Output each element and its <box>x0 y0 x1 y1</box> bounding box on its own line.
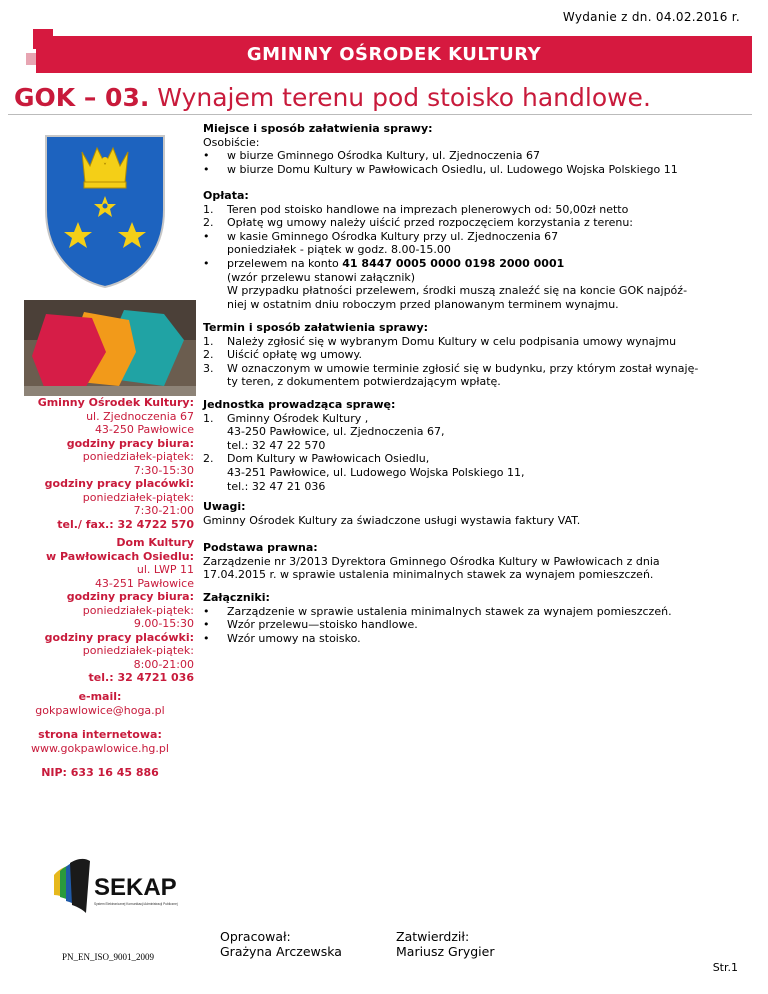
sekap-logo-text: SEKAP <box>94 874 177 901</box>
building-photo <box>24 300 196 396</box>
legal-text-line: Zarządzenie nr 3/2013 Dyrektora Gminnego Ośrodka Kultury w Pawłowicach z dnia <box>203 554 660 568</box>
gok-venue-label: godziny pracy placówki: <box>44 477 194 490</box>
approved-name: Mariusz Grygier <box>396 944 495 959</box>
edition-date: Wydanie z dn. 04.02.2016 r. <box>562 10 740 24</box>
prepared-by <box>220 929 342 959</box>
notes-text: Gminny Ośrodek Kultury za świadczone usługi wystawia faktury VAT. <box>203 513 581 527</box>
section-procedure <box>203 321 733 389</box>
list-item: 1. Należy zgłosić się w wybranym Domu Kultury w celu podpisania umowy wynajmu <box>203 334 677 348</box>
gok-office-label: godziny pracy biura: <box>66 436 194 450</box>
www-label: strona internetowa: <box>38 728 162 741</box>
section-heading: Załączniki: <box>203 591 270 604</box>
dk-venue-label: godziny pracy placówki: <box>44 630 194 644</box>
approved-by <box>396 929 495 959</box>
gok-venue-hours: 7:30-21:00 <box>133 504 194 517</box>
section-heading: Podstawa prawna: <box>203 541 318 554</box>
dk-phone: tel.: 32 4721 036 <box>88 671 194 684</box>
section-legal <box>203 541 731 582</box>
dk-venue-days: poniedziałek-piątek: <box>82 644 194 657</box>
sekap-logo-subtext: System Elektronicznej Komunikacji Administracji Publicznej <box>94 902 178 906</box>
gok-city: 43-250 Pawłowice <box>94 423 194 436</box>
www-block <box>0 728 200 756</box>
gok-venue-days: poniedziałek-piątek: <box>82 490 194 504</box>
page-number: Str.1 <box>712 961 738 974</box>
section-heading: Miejsce i sposób załatwienia sprawy: <box>203 122 433 135</box>
email-link[interactable]: gokpawlowice@hoga.pl <box>35 704 165 717</box>
dk-office-hours: 9.00-15:30 <box>133 617 194 630</box>
section-heading: Opłata: <box>203 189 249 202</box>
list-item: 2. Uiścić opłatę wg umowy. <box>203 348 362 362</box>
list-item-continuation: 43-250 Pawłowice, ul. Zjednoczenia 67, <box>227 425 445 439</box>
gok-street: ul. Zjednoczenia 67 <box>86 409 194 423</box>
nip: NIP: 633 16 45 886 <box>41 766 159 779</box>
email-block <box>0 690 200 718</box>
gok-office-days: poniedziałek-piątek: <box>82 450 194 463</box>
list-item: 1. Teren pod stoisko handlowe na imprezach plenerowych od: 50,00zł netto <box>203 202 629 216</box>
list-item: • Zarządzenie w sprawie ustalenia minimalnych stawek za wynajem pomieszczeń. <box>203 604 672 618</box>
list-item: 2. Opłatę wg umowy należy uiścić przed rozpoczęciem korzystania z terenu: <box>203 216 634 230</box>
dk-street: ul. LWP 11 <box>136 563 194 576</box>
dk-office-label: godziny pracy biura: <box>66 590 194 603</box>
section-notes <box>203 500 723 527</box>
list-item: • Wzór przelewu—stoisko handlowe. <box>203 618 418 632</box>
sidebar-gok <box>4 396 194 531</box>
list-item-continuation: poniedziałek - piątek w godz. 8.00-15.00 <box>227 243 451 257</box>
list-item-continuation: tel.: 32 47 21 036 <box>227 479 326 493</box>
prepared-label: Opracował: <box>220 929 291 944</box>
list-item: • w kasie Gminnego Ośrodka Kultury przy ul. Zjednoczenia 67 <box>203 229 559 243</box>
gok-name: Gminny Ośrodek Kultury: <box>37 396 194 409</box>
dk-city: 43-251 Pawłowice <box>94 576 194 590</box>
dk-office-days: poniedziałek-piątek: <box>82 603 194 617</box>
section-intro: Osobiście: <box>203 135 260 149</box>
list-item: 3. W oznaczonym w umowie terminie zgłosić się w budynku, przy którym został wynaję- <box>203 361 699 375</box>
approved-label: Zatwierdził: <box>396 929 470 944</box>
section-heading: Jednostka prowadząca sprawę: <box>203 398 396 411</box>
section-heading: Uwagi: <box>203 500 246 513</box>
list-item: • w biurze Domu Kultury w Pawłowicach Osiedlu, ul. Ludowego Wojska Polskiego 11 <box>203 162 678 176</box>
list-item-continuation: ty teren, z dokumentem potwierdzającym wpłatę. <box>227 375 501 389</box>
gok-phone: tel./ fax.: 32 4722 570 <box>57 517 194 531</box>
list-item: 2. Dom Kultury w Pawłowicach Osiedlu, <box>203 452 430 466</box>
section-place <box>203 122 723 176</box>
iso-label: PN_EN_ISO_9001_2009 <box>62 952 155 962</box>
list-item-continuation: niej w ostatnim dniu roboczym przed planowanym terminem wynajmu. <box>227 297 619 311</box>
section-fee <box>203 189 723 311</box>
procedure-code: GOK – 03. <box>14 83 150 112</box>
list-item: • Wzór umowy na stoisko. <box>203 631 361 645</box>
list-item-continuation: (wzór przelewu stanowi załącznik) <box>227 270 416 284</box>
sekap-logo <box>50 855 180 915</box>
www-link[interactable]: www.gokpawlowice.hg.pl <box>31 742 169 755</box>
procedure-title: Wynajem terenu pod stoisko handlowe. <box>157 83 651 112</box>
title-divider <box>8 114 752 115</box>
sidebar-dk <box>4 536 194 685</box>
list-item: • przelewem na konto 41 8447 0005 0000 0198 2000 0001 <box>203 256 565 270</box>
gok-office-hours: 7:30-15:30 <box>133 463 194 477</box>
list-item-continuation: tel.: 32 47 22 570 <box>227 438 326 452</box>
list-item: • w biurze Gminnego Ośrodka Kultury, ul. Zjednoczenia 67 <box>203 149 540 163</box>
list-item: 1. Gminny Ośrodek Kultury , <box>203 411 369 425</box>
list-item-continuation: 43-251 Pawłowice, ul. Ludowego Wojska Polskiego 11, <box>227 465 525 479</box>
banner: GMINNY OŚRODEK KULTURY <box>36 36 752 73</box>
email-label: e-mail: <box>78 690 122 703</box>
dk-venue-hours: 8:00-21:00 <box>133 657 194 671</box>
prepared-name: Grażyna Arczewska <box>220 944 342 959</box>
section-attachments <box>203 591 731 645</box>
section-unit <box>203 398 723 493</box>
bank-account: 41 8447 0005 0000 0198 2000 0001 <box>342 256 565 270</box>
dk-name: Dom Kultury <box>116 536 194 549</box>
section-heading: Termin i sposób załatwienia sprawy: <box>203 321 429 334</box>
page-title <box>14 83 651 112</box>
dk-name-2: w Pawłowicach Osiedlu: <box>45 549 194 563</box>
coat-of-arms-image <box>40 130 170 290</box>
list-item-continuation: W przypadku płatności przelewem, środki muszą znaleźć się na koncie GOK najpóź- <box>227 284 688 298</box>
legal-text-line: 17.04.2015 r. w sprawie ustalenia minimalnych stawek za wynajem pomieszczeń. <box>203 568 654 582</box>
